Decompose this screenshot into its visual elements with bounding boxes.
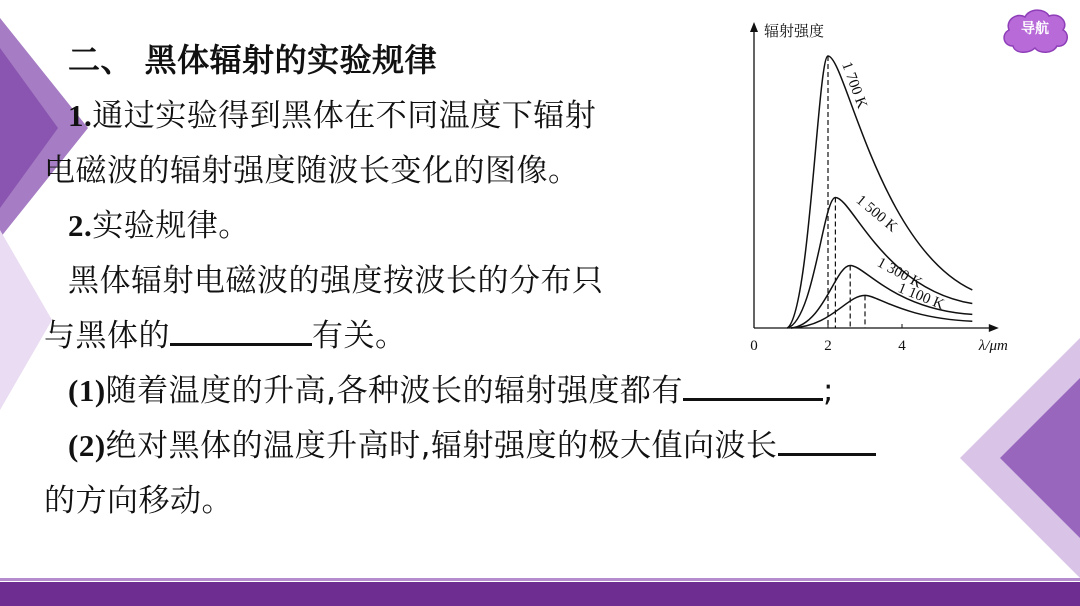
- item-2-text: 实验规律。: [92, 208, 250, 244]
- footer-bar: [0, 582, 1080, 606]
- item-1-text-a: 通过实验得到黑体在不同温度下辐射: [92, 98, 597, 134]
- x-tick-label: 0: [750, 338, 758, 354]
- section-title: 二、 黑体辐射的实验规律: [68, 41, 438, 79]
- series-label-2: 1 500 K: [852, 192, 901, 236]
- series-label-1: 1 700 K: [838, 59, 870, 111]
- answer-blank-2[interactable]: [683, 372, 823, 401]
- y-axis-label: 辐射强度: [764, 22, 825, 40]
- nav-button[interactable]: [999, 6, 1071, 56]
- rule-text-before: 与黑体的: [44, 318, 170, 354]
- item-1-number: 1.: [68, 98, 93, 133]
- x-axis-arrow: [989, 324, 999, 332]
- item-2-number: 2.: [68, 208, 93, 243]
- nav-label: 导航: [1021, 21, 1049, 37]
- sub-2-text-a: 绝对黑体的温度升高时,辐射强度的极大值向波长: [105, 428, 778, 464]
- answer-blank-1[interactable]: [170, 317, 312, 346]
- sub-1-end: ;: [823, 373, 834, 409]
- sub-1-number: (1): [68, 373, 106, 408]
- sub-2-line-b: 的方向移动。: [44, 483, 233, 519]
- corner-decoration-bottom-right: [960, 338, 1080, 578]
- sub-2-line-a: [68, 426, 880, 466]
- rule-line-a: 黑体辐射电磁波的强度按波长的分布只: [68, 263, 604, 299]
- curve-1: [787, 56, 972, 328]
- item-1-line-a: [68, 96, 596, 136]
- y-axis-arrow: [750, 22, 758, 32]
- series-label-4: 1 100 K: [895, 280, 947, 314]
- x-tick-label: 2: [824, 338, 832, 354]
- answer-blank-3[interactable]: [778, 427, 876, 456]
- x-tick-label: 4: [898, 338, 906, 354]
- sub-1-text: 随着温度的升高,各种波长的辐射强度都有: [105, 373, 684, 409]
- series-label-3: 1 300 K: [874, 254, 925, 292]
- footer-accent-line: [0, 578, 1080, 581]
- item-1-line-b: 电磁波的辐射强度随波长变化的图像。: [44, 153, 580, 189]
- x-axis-label: λ/μm: [978, 338, 1008, 354]
- sub-1-line: [68, 371, 834, 411]
- blackbody-radiation-chart: [738, 14, 1008, 354]
- rule-text-after: 有关。: [312, 318, 407, 354]
- sub-2-number: (2): [68, 428, 106, 463]
- rule-line-b: [44, 316, 407, 356]
- item-2-line: [68, 206, 250, 246]
